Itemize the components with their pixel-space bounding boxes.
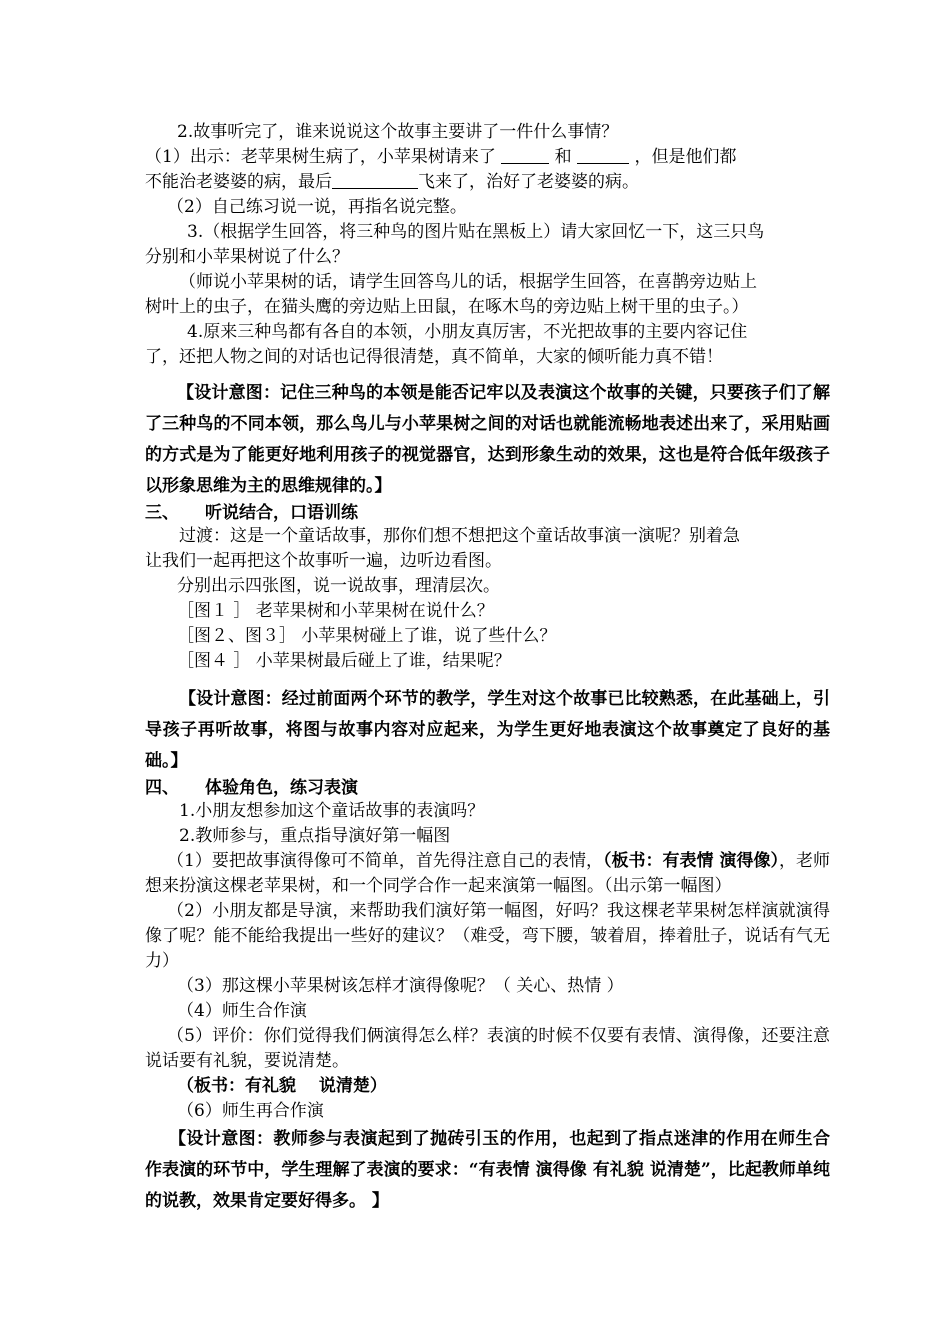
step-3-note-line2: 树叶上的虫子，在猫头鹰的旁边贴上田鼠，在啄木鸟的旁边贴上树干里的虫子。） [145,297,749,317]
step-3-question-line2: 分别和小苹果树说了什么？ [145,247,349,267]
show-pictures-line: 分别出示四张图，说一说故事，理清层次。 [177,576,500,596]
section-4-q2: 2.教师参与，重点指导演好第一幅图 [179,826,451,846]
fill-blank-2 [577,145,629,164]
fill-blank-1 [501,145,549,164]
step-2-question: 2.故事听完了，谁来说说这个故事主要讲了一件什么事情？ [177,122,619,142]
section-4-p6: （6）师生再合作演 [177,1101,324,1121]
step-4-line1: 4.原来三种鸟都有各自的本领，小朋友真厉害，不光把故事的主要内容记住 [187,322,748,342]
figure-4-line: ［图４ ］ 小苹果树最后碰上了谁，结果呢？ [177,651,511,671]
figure-2-3-line: ［图２、图３］ 小苹果树碰上了谁，说了些什么？ [177,626,557,646]
section-4-heading [145,777,830,799]
fill-blank-3 [332,170,418,189]
p1-board-note: （板书：有表情 演得像） [602,851,779,871]
step-2-sub1-line2 [145,170,830,195]
sub1-text-c: 不能治老婆婆的病，最后 [145,172,332,192]
sub1-text-and: 和 [554,147,572,167]
section-4-p2: （2）小朋友都是导演，来帮助我们演好第一幅图，好吗？我这棵老苹果树怎样演就演得像了呢？能不能给我提出一些好的建议？（难受，弯下腰，皱着眉，捧着肚子，说话有气无力） [145,901,830,971]
design-intent-1: 【设计意图：记住三种鸟的本领是能否记牢以及表演这个故事的关键，只要孩子们了解了三种鸟的不同本领，那么鸟儿与小苹果树之间的对话也就能流畅地表述出来了，采用贴画的方式是为了能更好地利用孩子的视觉器官，达到形象生动的效果，这也是符合低年级孩子以形象思维为主的思维规律的。】 [145,383,830,496]
p1-text-b: ，老师想来扮演这棵老苹果树，和一个同学合作一起来演第一幅图。（出示第一幅图） [145,851,830,896]
section-4-p3: （3）那这棵小苹果树该怎样才演得像呢？（ 关心、热情 ） [177,976,624,996]
step-2-sub2: （2）自己练习说一说，再指名说完整。 [167,197,467,217]
section-4-p1 [145,849,830,899]
step-2-sub1-line1 [145,145,830,170]
sub1-text-a: （1）出示：老苹果树生病了，小苹果树请来了 [145,147,496,167]
step-4-line2: 了，还把人物之间的对话也记得很清楚，真不简单，大家的倾听能力真不错！ [145,347,723,367]
design-intent-2: 【设计意图：经过前面两个环节的教学，学生对这个故事已比较熟悉，在此基础上，引导孩子再听故事，将图与故事内容对应起来，为学生更好地表演这个故事奠定了良好的基础。】 [145,689,830,771]
transition-line1: 过渡：这是一个童话故事，那你们想不想把这个童话故事演一演呢？别着急 [179,526,740,546]
sub1-text-d: 飞来了，治好了老婆婆的病。 [418,172,639,192]
design-intent-3: 【设计意图：教师参与表演起到了抛砖引玉的作用，也起到了指点迷津的作用在师生合作表演的环节中，学生理解了表演的要求：“有表情 演得像 有礼貌 说清楚”，比起教师单纯的说教，效果肯定要好得多。 】 [145,1129,830,1211]
section-4-q1: 1.小朋友想参加这个童话故事的表演吗？ [179,801,485,821]
section-3-heading [145,502,830,524]
board-note-polite: （板书：有礼貌 说清楚） [177,1076,387,1096]
section-4-number: 四、 [145,778,179,798]
transition-line2: 让我们一起再把这个故事听一遍，边听边看图。 [145,551,502,571]
section-3-number: 三、 [145,503,179,523]
p1-text-a: （1）要把故事演得像可不简单，首先得注意自己的表情， [167,851,603,871]
sub1-text-b: ，但是他们都 [634,147,737,167]
step-3-question-line1: 3.（根据学生回答，将三种鸟的图片贴在黑板上）请大家回忆一下，这三只鸟 [187,222,765,242]
step-3-note-line1: （师说小苹果树的话，请学生回答鸟儿的话，根据学生回答，在喜鹊旁边贴上 [179,272,757,292]
section-3-title: 听说结合，口语训练 [205,503,358,523]
section-4-p4: （4）师生合作演 [177,1001,307,1021]
figure-1-line: ［图１ ］ 老苹果树和小苹果树在说什么？ [177,601,494,621]
section-4-p5: （5）评价：你们觉得我们俩演得怎么样？表演的时候不仅要有表情、演得像，还要注意说话要有礼貌，要说清楚。 [145,1026,830,1071]
section-4-title: 体验角色，练习表演 [205,778,358,798]
